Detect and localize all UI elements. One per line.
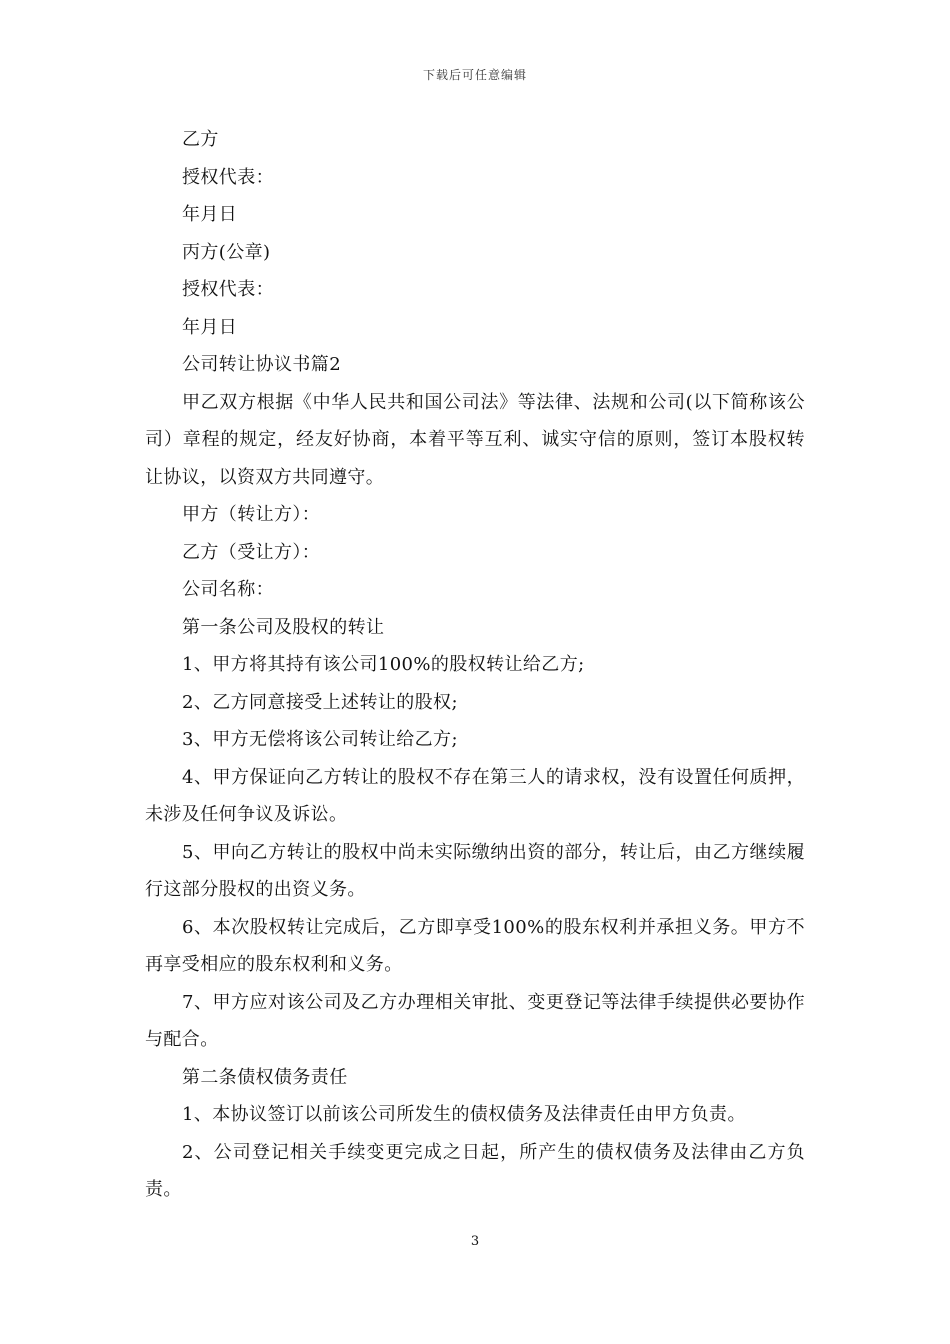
clause-item: 1、甲方将其持有该公司100%的股权转让给乙方; bbox=[182, 654, 585, 675]
clause-item: 6、本次股权转让完成后，乙方即享受100%的股东权利并承担义务。甲方不再享受相应的股东权利和义务。 bbox=[145, 916, 805, 975]
document-body bbox=[145, 121, 805, 1209]
clause-item: 5、甲向乙方转让的股权中尚未实际缴纳出资的部分，转让后，由乙方继续履行这部分股权的出资义务。 bbox=[145, 841, 805, 900]
section-title: 公司转让协议书篇2 bbox=[182, 354, 342, 375]
company-name-line: 公司名称： bbox=[182, 579, 274, 600]
authorized-rep-line: 授权代表： bbox=[182, 166, 274, 188]
authorized-rep-line: 授权代表： bbox=[182, 279, 274, 300]
clause-item: 2、公司登记相关手续变更完成之日起，所产生的债权债务及法律由乙方负责。 bbox=[145, 1141, 805, 1200]
date-line: 年月日 bbox=[182, 204, 238, 225]
clause-item: 3、甲方无偿将该公司转让给乙方; bbox=[182, 729, 458, 750]
date-line: 年月日 bbox=[182, 316, 238, 338]
transferor-line: 甲方（转让方）： bbox=[182, 504, 321, 525]
article-heading: 第二条债权债务责任 bbox=[182, 1066, 348, 1088]
article-heading: 第一条公司及股权的转让 bbox=[182, 616, 385, 638]
clause-item: 1、本协议签订以前该公司所发生的债权债务及法律责任由甲方负责。 bbox=[182, 1104, 746, 1125]
party-b-label: 乙方 bbox=[182, 129, 219, 150]
clause-item: 7、甲方应对该公司及乙方办理相关审批、变更登记等法律手续提供必要协作与配合。 bbox=[145, 991, 805, 1050]
header-note: 下载后可任意编辑 bbox=[422, 68, 527, 82]
page-number: 3 bbox=[470, 1234, 480, 1249]
clause-item: 4、甲方保证向乙方转让的股权不存在第三人的请求权，没有设置任何质押，未涉及任何争议及诉讼。 bbox=[145, 766, 805, 825]
clause-item: 2、乙方同意接受上述转让的股权; bbox=[182, 691, 458, 713]
party-c-label: 丙方(公章) bbox=[182, 241, 271, 263]
intro-paragraph: 甲乙双方根据《中华人民共和国公司法》等法律、法规和公司(以下简称该公司）章程的规定，经友好协商，本着平等互利、诚实守信的原则，签订本股权转让协议，以资双方共同遵守。 bbox=[145, 391, 805, 488]
transferee-line: 乙方（受让方）： bbox=[182, 541, 321, 563]
